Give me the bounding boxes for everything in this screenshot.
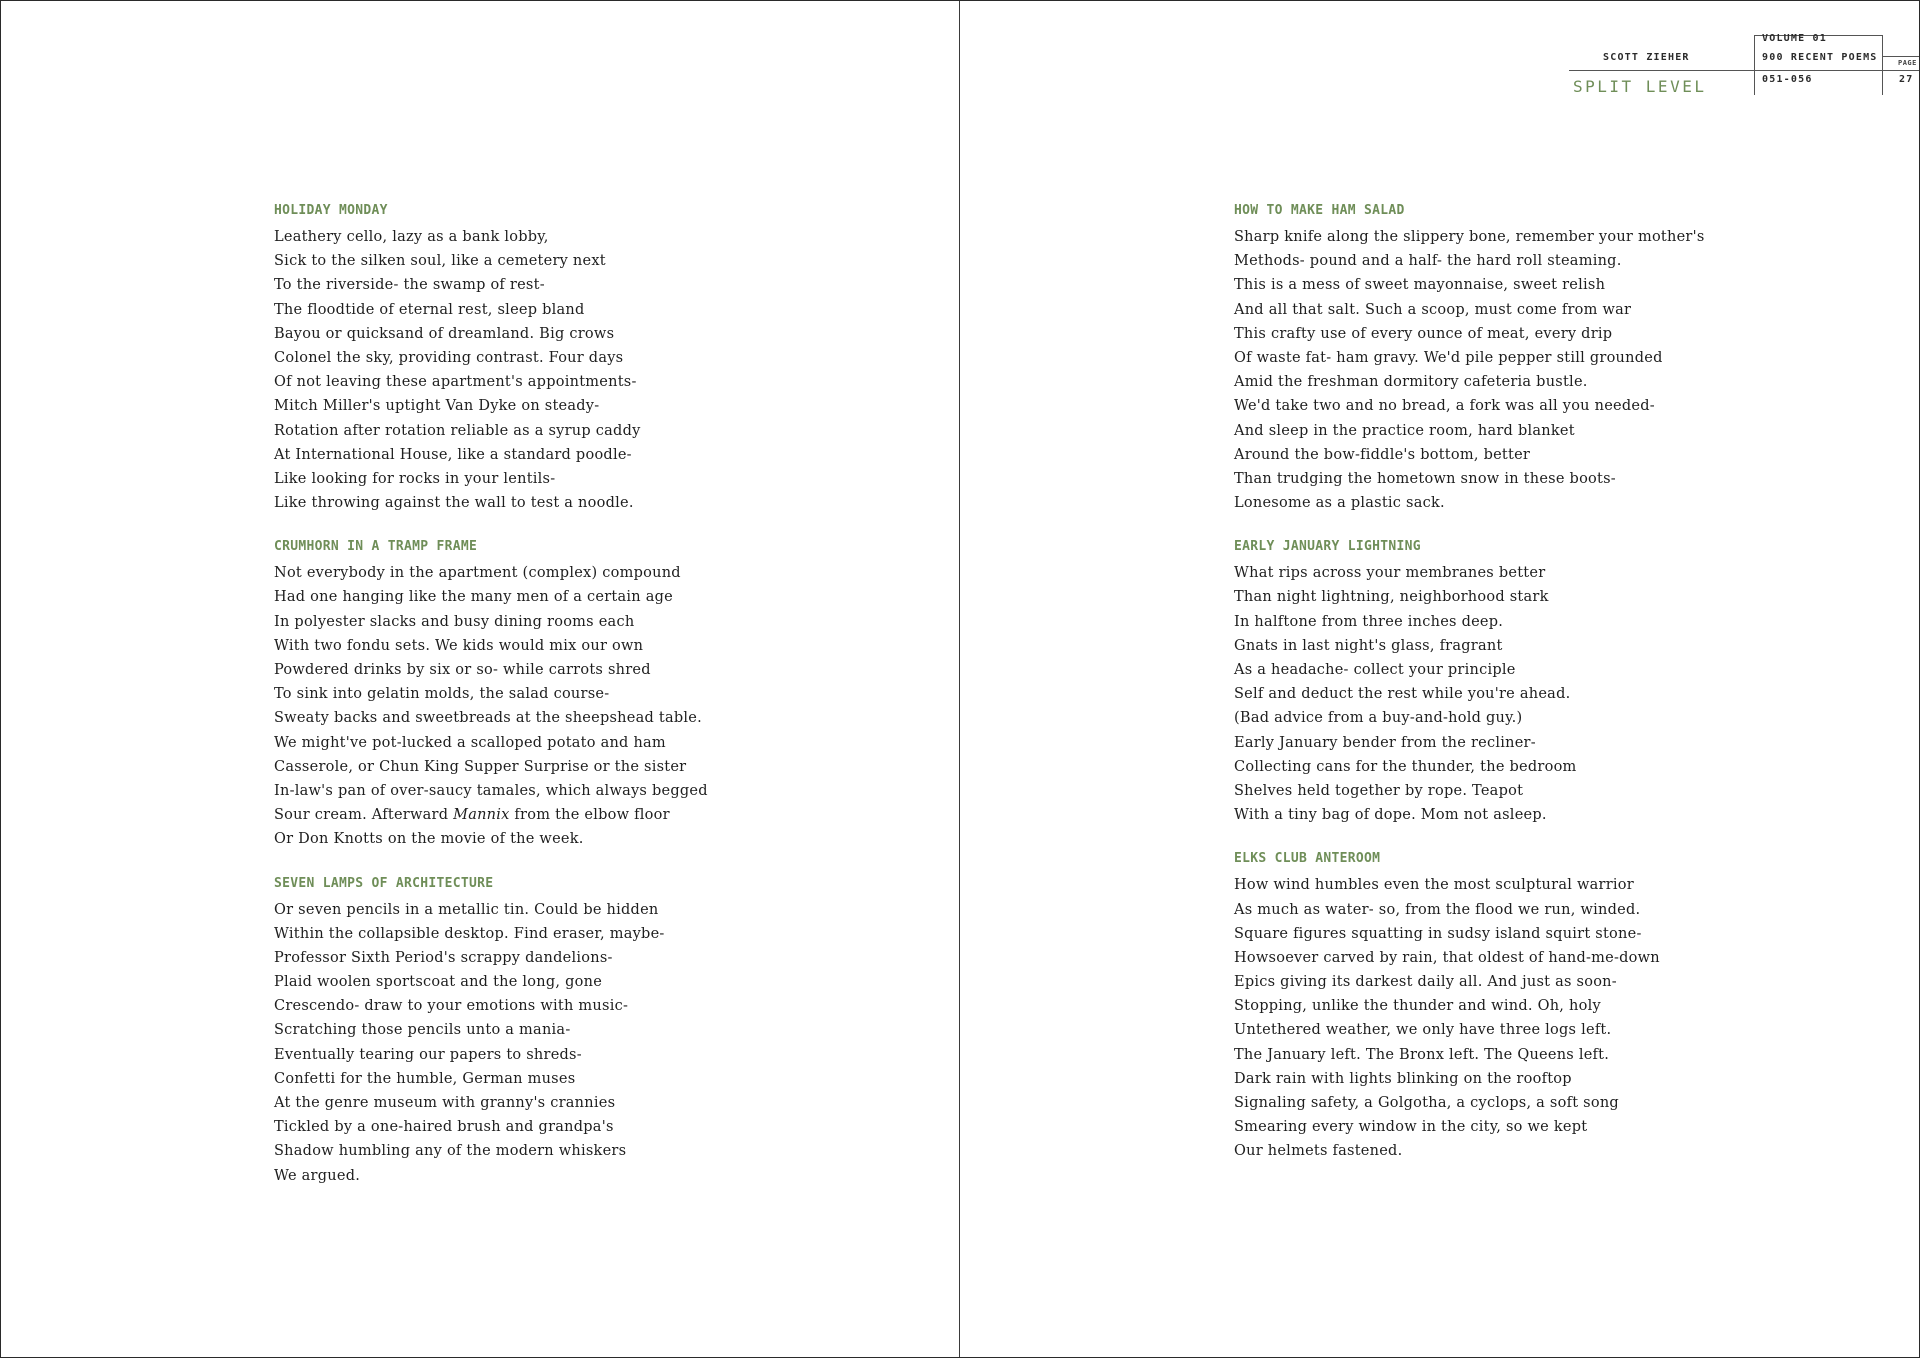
poem-line: Confetti for the humble, German muses [274,1070,576,1087]
book-title: 900 RECENT POEMS [1762,52,1878,63]
poem-title: SEVEN LAMPS OF ARCHITECTURE [274,875,494,891]
poem-range: 051-056 [1762,74,1813,85]
header-divider-page [1882,35,1883,95]
author-name: SCOTT ZIEHER [1603,52,1690,63]
volume-label: VOLUME 01 [1762,33,1827,44]
poem-holiday-monday [274,201,894,515]
poem-line: Sharp knife along the slippery bone, remember your mother's [1234,229,1705,245]
poem-early-january-lightning [1234,537,1854,827]
poem-line: Stopping, unlike the thunder and wind. Oh, holy [1234,998,1601,1015]
poem-line: Shadow humbling any of the modern whiskers [274,1143,627,1160]
poem-line: Not everybody in the apartment (complex) compound [274,565,681,582]
page-number: 27 [1899,74,1914,85]
poem-line: Our helmets fastened. [1234,1143,1403,1160]
poem-line: Sick to the silken soul, like a cemetery next [274,253,606,270]
poem-line: The floodtide of eternal rest, sleep bland [274,301,585,318]
poem-line: Mitch Miller's uptight Van Dyke on steady- [274,398,600,415]
poem-title: HOW TO MAKE HAM SALAD [1234,203,1405,218]
poem-how-to-make-ham-salad [1234,201,1854,515]
section-title: SPLIT LEVEL [1573,77,1707,96]
poem-line: Leathery cello, lazy as a bank lobby, [274,229,549,245]
poem-line: The January left. The Bronx left. The Queens left. [1234,1046,1610,1063]
header-rule-middle [1569,70,1919,71]
poem-elks-club-anteroom [1234,849,1854,1163]
poem-line: Or seven pencils in a metallic tin. Could be hidden [274,901,659,918]
poem-line: Of not leaving these apartment's appointments- [274,374,637,391]
poem-line: Early January bender from the recliner- [1234,734,1536,751]
poem-line: This crafty use of every ounce of meat, every drip [1234,325,1613,342]
poem-line: Dark rain with lights blinking on the rooftop [1234,1070,1572,1087]
poem-line: At International House, like a standard poodle- [274,446,632,463]
poem-line: As much as water- so, from the flood we run, winded. [1234,901,1641,918]
poem-line: Rotation after rotation reliable as a syrup caddy [274,422,641,439]
poem-line: Methods- pound and a half- the hard roll steaming. [1234,253,1622,270]
poem-seven-lamps-of-architecture [274,874,894,1188]
poem-line: (Bad advice from a buy-and-hold guy.) [1234,710,1523,727]
poem-line: Bayou or quicksand of dreamland. Big crows [274,325,615,342]
poem-line: Powdered drinks by six or so- while carrots shred [274,662,651,678]
right-page [960,1,1919,1357]
poem-line: Lonesome as a plastic sack. [1234,495,1445,512]
poem-line: Tickled by a one-haired brush and grandpa's [274,1119,614,1136]
poem-line: In-law's pan of over-saucy tamales, which always begged [274,782,708,799]
poem-line: Amid the freshman dormitory cafeteria bustle. [1234,374,1588,391]
poem-line: Eventually tearing our papers to shreds- [274,1046,582,1063]
poem-line: Collecting cans for the thunder, the bedroom [1234,758,1577,775]
poem-line: Untethered weather, we only have three logs left. [1234,1022,1612,1039]
poem-line: Plaid woolen sportscoat and the long, gone [274,974,603,991]
left-page [1,1,960,1357]
poem-line: Professor Sixth Period's scrappy dandelions- [274,949,613,966]
poem-line: Square figures squatting in sudsy island squirt stone- [1234,925,1642,942]
poem-title: ELKS CLUB ANTEROOM [1234,851,1381,867]
left-column [274,201,894,1210]
poem-line: In polyester slacks and busy dining rooms each [274,613,635,630]
poem-line: We'd take two and no bread, a fork was all you needed- [1234,398,1655,415]
line-text: from the elbow floor [509,807,670,824]
poem-line: Self and deduct the rest while you're ahead. [1234,686,1571,703]
poem-line: Around the bow-fiddle's bottom, better [1234,446,1531,463]
poem-line: To sink into gelatin molds, the salad course- [274,686,610,703]
poem-line: Within the collapsible desktop. Find eraser, maybe- [274,925,665,942]
poem-line: Like looking for rocks in your lentils- [274,470,556,487]
poem-line: And all that salt. Such a scoop, must come from war [1234,301,1632,318]
right-column [1234,201,1854,1186]
running-header [1519,31,1919,101]
poem-line: Epics giving its darkest daily all. And just as soon- [1234,974,1617,991]
poem-line: How wind humbles even the most sculptural warrior [1234,877,1634,894]
poem-line: Than trudging the hometown snow in these boots- [1234,470,1616,487]
italic-title: Mannix [453,807,510,824]
poem-title: EARLY JANUARY LIGHTNING [1234,539,1421,555]
poem-line: And sleep in the practice room, hard blanket [1234,422,1575,439]
poem-line: Or Don Knotts on the movie of the week. [274,831,584,848]
poem-line: Like throwing against the wall to test a noodle. [274,495,634,512]
poem-line-with-italic [274,803,894,827]
page-label: PAGE [1898,59,1917,67]
poem-line: We might've pot-lucked a scalloped potato and ham [274,734,666,751]
poem-line: Colonel the sky, providing contrast. Four days [274,349,624,366]
poem-line: This is a mess of sweet mayonnaise, sweet relish [1234,277,1606,294]
poem-line: With a tiny bag of dope. Mom not asleep. [1234,807,1547,824]
poem-line: Crescendo- draw to your emotions with music- [274,998,629,1015]
poem-line: Signaling safety, a Golgotha, a cyclops, a soft song [1234,1095,1619,1111]
poem-line: Smearing every window in the city, so we kept [1234,1119,1588,1136]
poem-line: In halftone from three inches deep. [1234,613,1504,630]
poem-line: Scratching those pencils unto a mania- [274,1022,571,1039]
poem-line: Howsoever carved by rain, that oldest of hand-me-down [1234,949,1660,966]
poem-line: Had one hanging like the many men of a certain age [274,589,673,606]
poem-line: We argued. [274,1167,361,1184]
header-rule-page [1882,56,1919,57]
header-divider-vertical [1754,35,1755,95]
poem-line: Sweaty backs and sweetbreads at the sheepshead table. [274,710,702,727]
poem-line: Than night lightning, neighborhood stark [1234,589,1549,606]
poem-line: With two fondu sets. We kids would mix our own [274,637,644,654]
poem-line: Gnats in last night's glass, fragrant [1234,637,1503,654]
poem-crumhorn-in-a-tramp-frame [274,537,894,851]
poem-line: As a headache- collect your principle [1234,662,1516,678]
line-text: Sour cream. Afterward [274,807,454,824]
poem-line: Of waste fat- ham gravy. We'd pile pepper still grounded [1234,349,1663,366]
poem-title: HOLIDAY MONDAY [274,203,388,218]
poem-title: CRUMHORN IN A TRAMP FRAME [274,539,478,555]
poem-line: To the riverside- the swamp of rest- [274,277,545,294]
poem-line: At the genre museum with granny's crannies [274,1095,616,1111]
poem-line: Casserole, or Chun King Supper Surprise or the sister [274,758,687,775]
poem-line: What rips across your membranes better [1234,565,1546,582]
poem-line: Shelves held together by rope. Teapot [1234,782,1524,799]
